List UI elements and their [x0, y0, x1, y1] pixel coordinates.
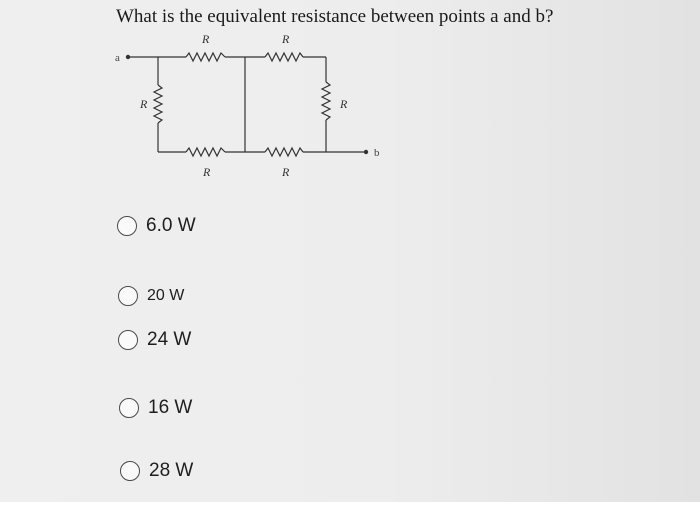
answer-option-label: 28 W — [149, 460, 194, 481]
radio-button-icon[interactable] — [119, 398, 139, 418]
point-b-dot — [364, 150, 368, 154]
point-b-label: b — [374, 147, 380, 159]
resistor-left-vertical — [154, 85, 162, 123]
answer-option-label: 24 W — [147, 329, 192, 350]
resistor-label-right-vertical: R — [340, 97, 348, 111]
resistor-label-bottom-left: R — [203, 165, 211, 179]
answer-option-label: 6.0 W — [146, 215, 196, 236]
answer-option-16-w[interactable] — [119, 397, 192, 419]
answer-option-label: 20 W — [147, 287, 185, 304]
resistor-label-left-vertical: R — [140, 97, 148, 111]
resistor-bottom-left — [186, 148, 225, 156]
answer-option-label: 16 W — [148, 397, 193, 418]
answer-option-24-w[interactable] — [118, 329, 191, 351]
circuit-diagram — [0, 0, 700, 200]
resistor-bottom-right — [265, 148, 303, 156]
radio-button-icon[interactable] — [118, 330, 138, 350]
radio-button-icon[interactable] — [118, 286, 138, 306]
resistor-label-top-left: R — [202, 32, 210, 46]
question-text: What is the equivalent resistance between points a and b? — [116, 6, 554, 27]
resistor-label-top-right: R — [282, 32, 290, 46]
resistor-right-vertical — [322, 82, 330, 120]
radio-button-icon[interactable] — [120, 461, 140, 481]
answer-option-20-w[interactable] — [118, 286, 184, 306]
resistor-top-right — [265, 53, 303, 61]
point-a-dot — [126, 55, 130, 59]
radio-button-icon[interactable] — [117, 216, 137, 236]
point-a-label: a — [115, 52, 120, 64]
answer-option-6-0-w[interactable] — [117, 215, 196, 237]
answer-option-28-w[interactable] — [120, 460, 193, 482]
resistor-top-left — [186, 53, 225, 61]
resistor-label-bottom-right: R — [282, 165, 290, 179]
